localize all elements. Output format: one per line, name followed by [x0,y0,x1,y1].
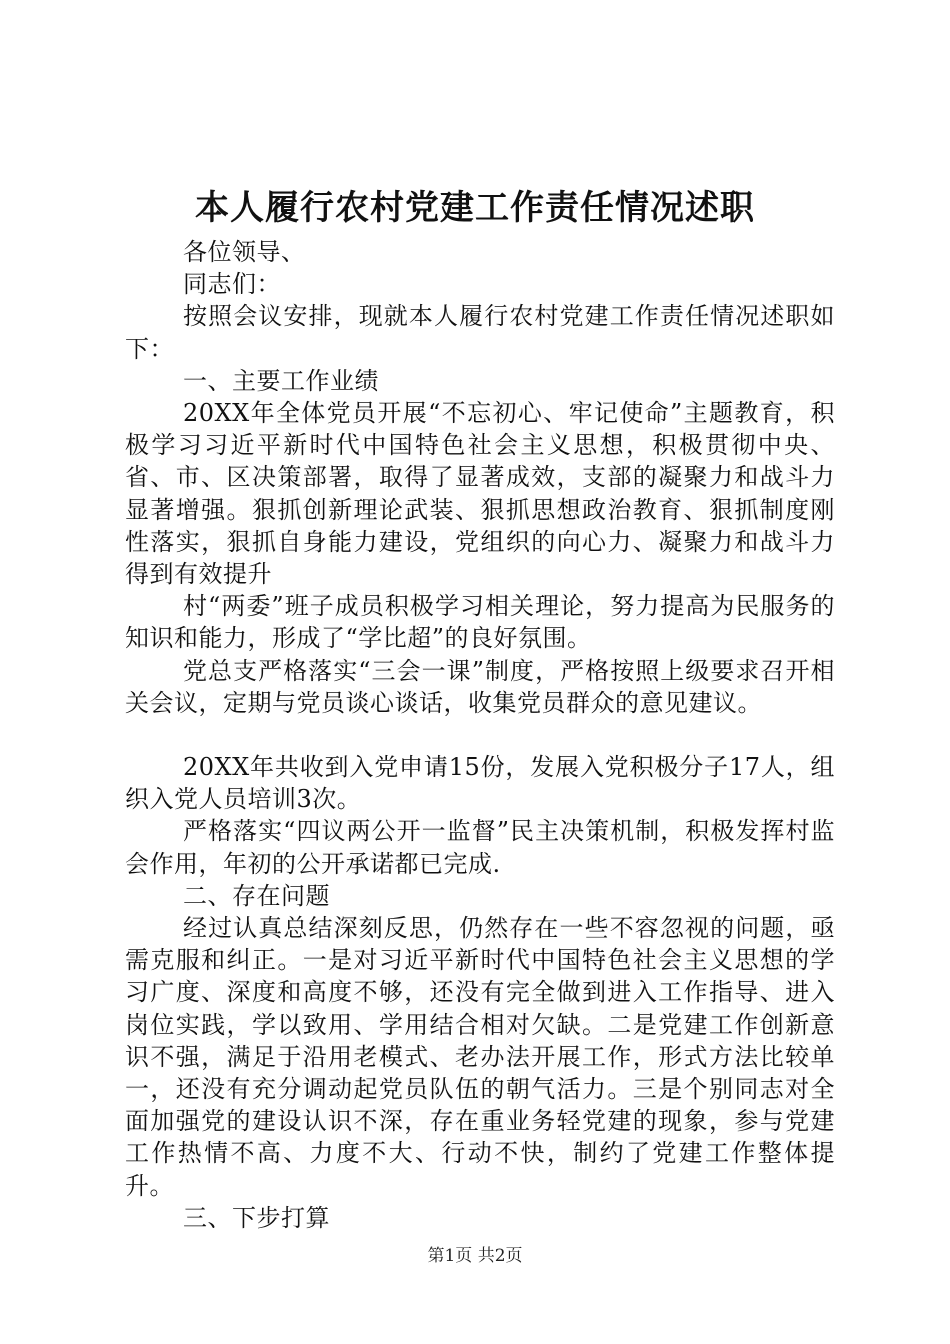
section-heading-next-steps: 三、下步打算 [183,1203,330,1232]
paragraph-two-committees: 村“两委”班子成员积极学习相关理论，努力提高为民服务的知识和能力，形成了“学比超”的良好氛围。 [125,592,835,653]
paragraph-three-meetings: 党总支严格落实“三会一课”制度，严格按照上级要求召开相关会议，定期与党员谈心谈话，收集党员群众的意见建议。 [125,656,835,717]
paragraph-problems: 经过认真总结深刻反思，仍然存在一些不容忽视的问题，亟需克服和纠正。一是对习近平新时代中国特色社会主义思想的学习广度、深度和高度不够，还没有完全做到进入工作指导、进入岗位实践，学以致用、学用结合相对欠缺。二是党建工作创新意识不强，满足于沿用老模式、老办法开展工作，形式方法比较单一，还没有充分调动起党员队伍的朝气活力。三是个别同志对全面加强党的建设认识不深，存在重业务轻党建的现象，参与党建工作热情不高、力度不大、行动不快，制约了党建工作整体提升。 [125,914,835,1200]
page-footer: 第1页 共2页 [427,1246,523,1266]
document-title: 本人履行农村党建工作责任情况述职 [195,188,755,228]
document-body [125,236,835,1234]
salutation-line-2: 同志们： [183,270,281,299]
section-heading-problems: 二、存在问题 [183,881,330,910]
paragraph-democratic-decision: 严格落实“四议两公开一监督”民主决策机制，积极发挥村监会作用，年初的公开承诺都已完成. [125,817,835,878]
blank-line [125,719,835,751]
section-heading-achievements: 一、主要工作业绩 [183,366,379,395]
intro-paragraph: 按照会议安排，现就本人履行农村党建工作责任情况述职如下： [125,302,835,363]
paragraph-theme-education: 20XX年全体党员开展“不忘初心、牢记使命”主题教育，积极学习习近平新时代中国特色社会主义思想，积极贯彻中央、省、市、区决策部署，取得了显著成效，支部的凝聚力和战斗力显著增强。狠抓创新理论武装、狠抓思想政治教育、狠抓制度刚性落实，狠抓自身能力建设，党组织的向心力、凝聚力和战斗力得到有效提升 [125,399,835,589]
paragraph-party-applications: 20XX年共收到入党申请15份，发展入党积极分子17人，组织入党人员培训3次。 [125,753,835,814]
salutation-line-1: 各位领导、 [183,238,306,266]
